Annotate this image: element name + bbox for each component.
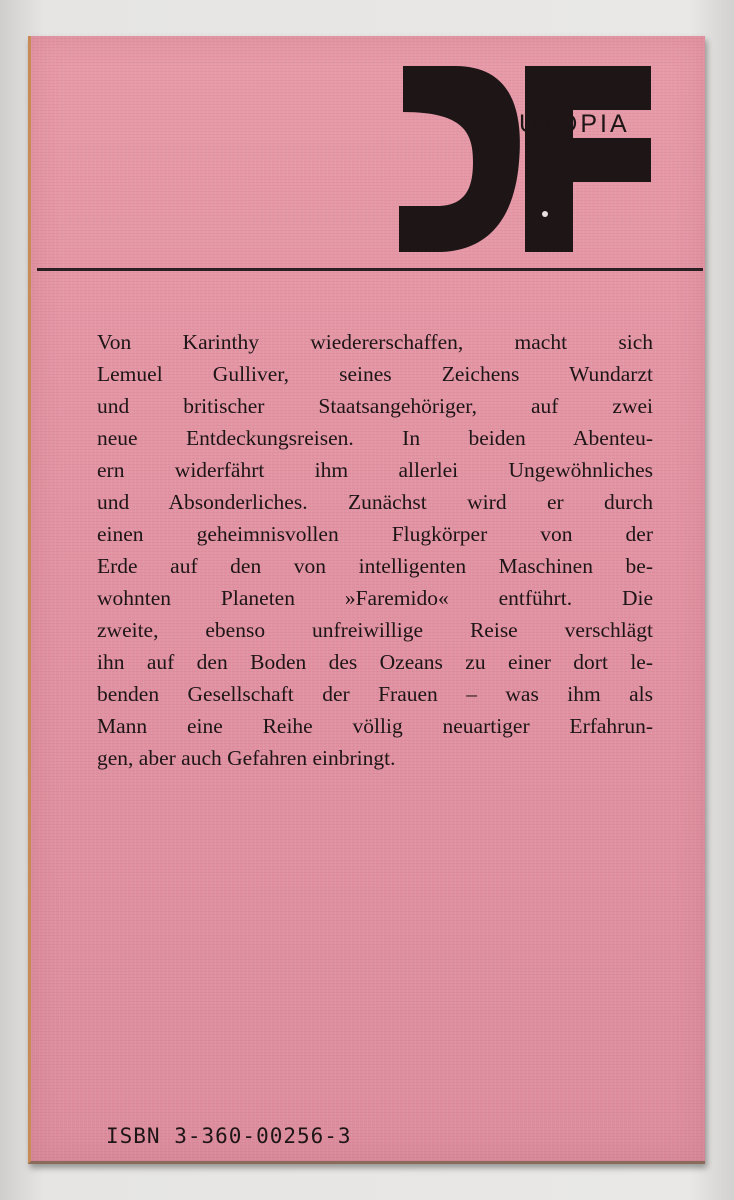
- blurb-line: wohnten Planeten »Faremido« entführt. Die: [97, 586, 653, 610]
- isbn-number: ISBN 3-360-00256-3: [106, 1124, 352, 1148]
- logo-letter-f-mid: [525, 138, 651, 182]
- blurb-line: Erde auf den von intelligenten Maschinen be-: [97, 554, 653, 578]
- book-back-cover: [28, 36, 705, 1164]
- blurb-line: und Absonderliches. Zunächst wird er durch: [97, 490, 653, 514]
- blurb-line: Lemuel Gulliver, seines Zeichens Wundarzt: [97, 362, 653, 386]
- blurb-line: benden Gesellschaft der Frauen – was ihm als: [97, 682, 653, 706]
- blurb-line: einen geheimnisvollen Flugkörper von der: [97, 522, 653, 546]
- blurb-line: und britischer Staatsangehöriger, auf zwei: [97, 394, 653, 418]
- blurb-line: ihn auf den Boden des Ozeans zu einer dort le-: [97, 650, 653, 674]
- blurb-line: zweite, ebenso unfreiwillige Reise verschlägt: [97, 618, 653, 642]
- logo-letter-f-top: [525, 66, 651, 110]
- sf-utopia-logo: [397, 62, 653, 254]
- divider-line: [37, 268, 703, 271]
- logo-letter-s: [399, 66, 520, 252]
- logo-dot: [542, 211, 548, 217]
- blurb-line: Von Karinthy wiedererschaffen, macht sich: [97, 330, 653, 354]
- blurb-line: gen, aber auch Gefahren einbringt.: [97, 746, 396, 770]
- series-name: UTOPIA: [519, 110, 630, 138]
- blurb-text: [97, 326, 653, 774]
- blurb-line: ern widerfährt ihm allerlei Ungewöhnliches: [97, 458, 653, 482]
- blurb-line: neue Entdeckungsreisen. In beiden Abenteu-: [97, 426, 653, 450]
- blurb-line: Mann eine Reihe völlig neuartiger Erfahrun-: [97, 714, 653, 738]
